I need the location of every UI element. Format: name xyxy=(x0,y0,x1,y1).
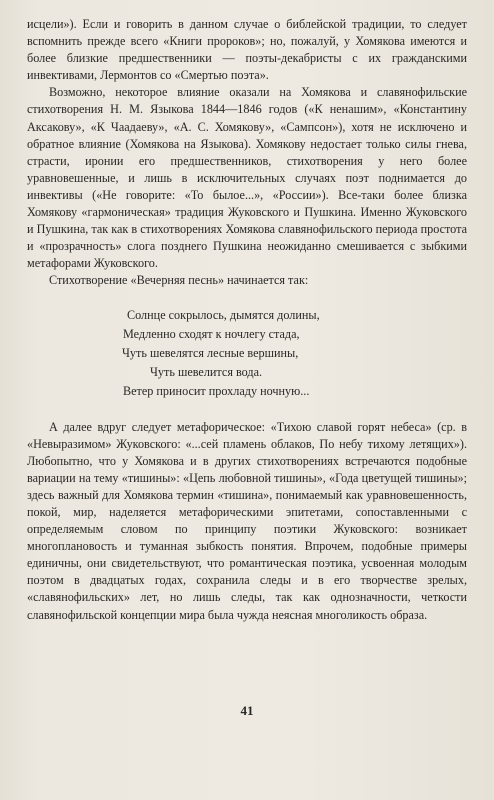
verse-line-3: Чуть шевелятся лесные вершины, xyxy=(122,345,299,360)
verse-line-1: Солнце сокрылось, дымятся долины, xyxy=(127,307,320,322)
paragraph-1: исцели»). Если и говорить в данном случае о библейской традиции, то следует вспомнить прежде всего «Книги пророков»; но, пожалуй, у Хомякова имеются и более близкие предшественники — поэты-декабристы с их гражданскими инвективами, Лермонтов со «Смертью поэта». xyxy=(27,17,467,83)
verse-line-5: Ветер приносит прохладу ночную... xyxy=(123,383,310,398)
paragraph-3: Стихотворение «Вечерняя песнь» начинается так: xyxy=(49,273,309,288)
body-text xyxy=(27,16,467,624)
verse-line-4: Чуть шевелится вода. xyxy=(150,364,263,379)
poem-quote xyxy=(27,306,467,401)
paragraph-4: А далее вдруг следует метафорическое: «Тихою славой горят небеса» (ср. в «Невыразимом» Жуковского: «...сей пламень облаков, По небу тихому летящих»). Любопытно, что у Хомякова и в других стихотворениях встречаются подобные вариации на тему «тишины»: «Цепь любовной тишины», «Года цветущей тишины»; здесь важный для Хомякова термин «тишина», понимаемый как уравновешенность, покой, мир, наделяется метафорическими эпитетами, сопоставленными с определяемым словом по принципу поэтики Жуковского: возникает многоплановость и туманная зыбкость понятия. Впрочем, подобные примеры единичны, они свидетельствуют, что романтическая поэтика, усвоенная молодым поэтом в двадцатых годах, сохранила следы и в его творчестве зрелых, «славянофильских» лет, но лишь следы, так как однозначности, четкости славянофильской концепции мира была чужда неясная многоликость образа. xyxy=(27,419,467,622)
verse-line-2: Медленно сходят к ночлегу стада, xyxy=(123,326,300,341)
paragraph-2: Возможно, некоторое влияние оказали на Хомякова и славянофильские стихотворения Н. М. Языкова 1844—1846 годов («К ненашим», «Константину Аксакову», «К Чаадаеву», «А. С. Хомякову», «Сампсон»), хотя не исключено и обратное влияние (Хомякова на Языкова). Хомякову недостает только силы гнева, страсти, иронии его предшественников, стихотворения у него более уравновешенные, и лишь в исключительных случаях поэт поднимается до инвективы («Не говорите: «То былое...», «России»). Все-таки более близка Хомякову «гармоническая» традиция Жуковского и Пушкина. Именно Жуковского и Пушкина, так как в стихотворениях Хомякова славянофильского периода простота и «прозрачность» слога позднего Пушкина неожиданно смешивается с зыбкими метафорами Жуковского. xyxy=(27,85,467,271)
page-number: 41 xyxy=(240,703,254,718)
